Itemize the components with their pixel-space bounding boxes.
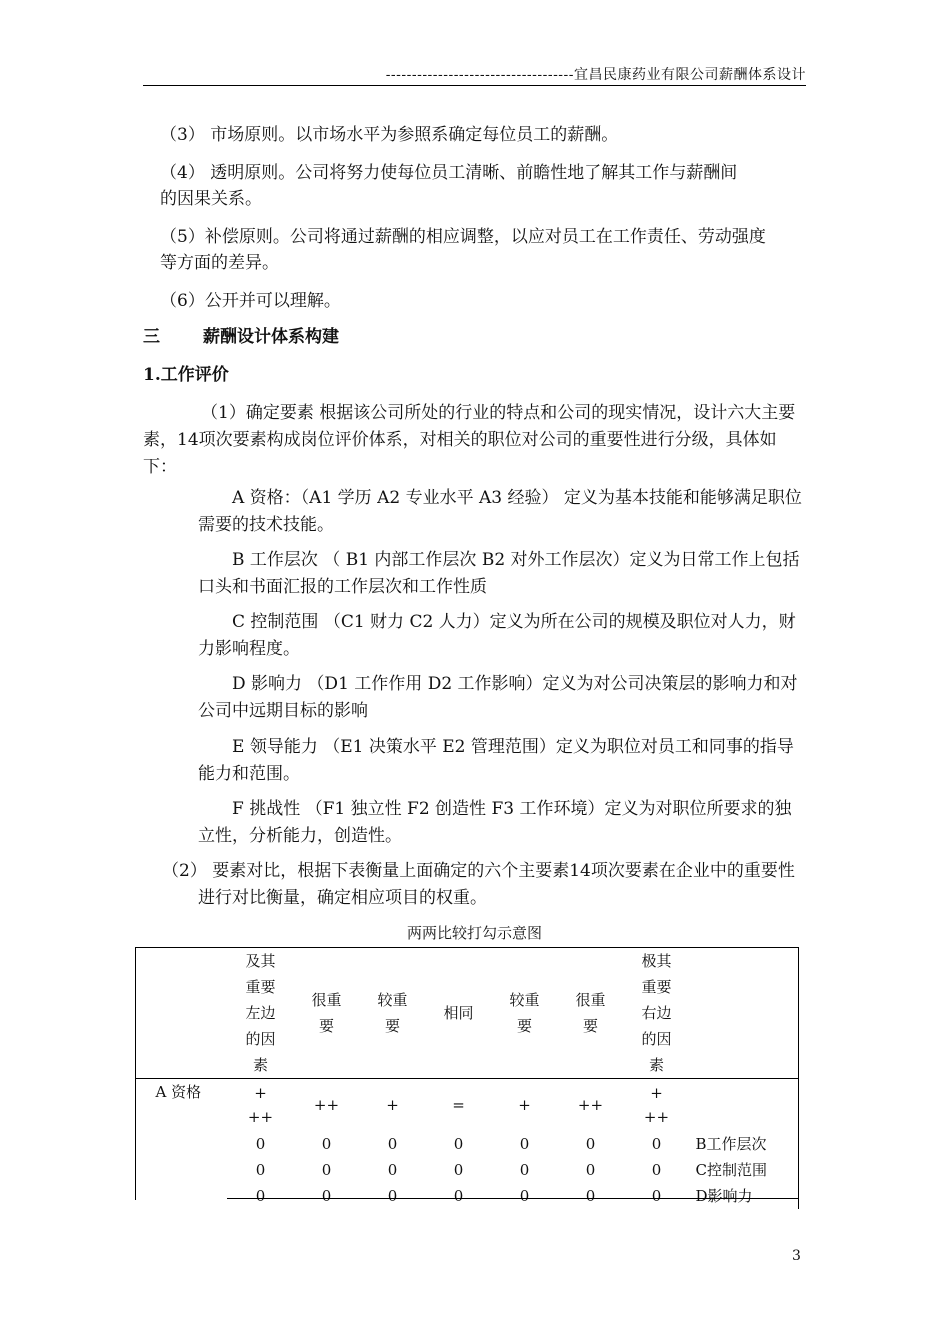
value-cell: 0	[585, 1187, 596, 1205]
value-cell: 0	[585, 1135, 596, 1153]
factor-f: F 挑战性 （F1 独立性 F2 创造性 F3 工作环境）定义为对职位所要求的独立性，分析能力，创造性。	[198, 799, 792, 846]
principle-6: （6）公开并可以理解。	[160, 291, 341, 311]
table-left-border	[135, 1073, 136, 1200]
symbol-empty-cell	[690, 1079, 799, 1132]
row-empty-cell	[136, 1183, 228, 1209]
section-number: 三	[143, 327, 160, 347]
value-cell: 0	[651, 1187, 662, 1205]
header-cell: 较重要	[492, 948, 558, 1079]
symbol-cell: + ++	[643, 1084, 670, 1126]
subsection-heading: 1.工作评价	[143, 365, 229, 385]
header-empty-cell	[136, 948, 228, 1079]
symbol-row	[136, 1079, 799, 1132]
header-empty-cell	[690, 948, 799, 1079]
value-cell: 0	[585, 1161, 596, 1179]
factor-e: E 领导能力 （E1 决策水平 E2 管理范围）定义为职位对员工和同事的指导能力和范围。	[198, 737, 794, 784]
table-bottom-border	[227, 1198, 798, 1199]
value-cell: 0	[453, 1187, 464, 1205]
page-header: ------------------------------------宜昌民康药业有限公司薪酬体系设计	[385, 67, 806, 83]
factor-a: A 资格：（A1 学历 A2 专业水平 A3 经验） 定义为基本技能和能够满足职位需要的技术技能。	[198, 488, 802, 535]
factor-b: B 工作层次 （ B1 内部工作层次 B2 对外工作层次）定义为日常工作上包括口头和书面汇报的工作层次和工作性质	[198, 550, 800, 597]
value-cell: 0	[519, 1161, 530, 1179]
principle-3: （3） 市场原则。以市场水平为参照系确定每位员工的薪酬。	[160, 125, 619, 145]
principle-4-line2: 的因果关系。	[160, 189, 262, 209]
symbol-cell: =	[452, 1096, 465, 1114]
factor-c: C 控制范围 （C1 财力 C2 人力）定义为所在公司的规模及职位对人力，财力影响程度。	[198, 612, 796, 659]
table-caption: 两两比较打勾示意图	[406, 924, 542, 942]
value-cell: 0	[321, 1161, 332, 1179]
symbol-cell: ++	[577, 1096, 604, 1114]
header-rule	[143, 85, 806, 86]
step2-paragraph: （2） 要素对比，根据下表衡量上面确定的六个主要素14项次要素在企业中的重要性进行对比衡量，确定相应项目的权重。	[162, 861, 795, 908]
value-cell: 0	[453, 1161, 464, 1179]
right-factor: C控制范围	[690, 1157, 799, 1183]
value-cell: 0	[651, 1135, 662, 1153]
principle-5-line2: 等方面的差异。	[160, 253, 279, 273]
value-cell: 0	[387, 1135, 398, 1153]
principle-4-line1: （4） 透明原则。公司将努力使每位员工清晰、前瞻性地了解其工作与薪酬间	[160, 163, 738, 183]
symbol-cell: + ++	[247, 1084, 274, 1126]
header-cell: 很重要	[558, 948, 624, 1079]
header-cell: 较重要	[360, 948, 426, 1079]
left-factor: A 资格	[155, 1083, 202, 1101]
symbol-cell: +	[518, 1096, 531, 1114]
value-cell: 0	[387, 1161, 398, 1179]
factor-d: D 影响力 （D1 工作作用 D2 工作影响）定义为对公司决策层的影响力和对公司中远期目标的影响	[198, 674, 798, 721]
value-cell: 0	[453, 1135, 464, 1153]
row-empty-cell	[136, 1157, 228, 1183]
row-empty-cell	[136, 1131, 228, 1157]
pairwise-comparison-table	[135, 947, 799, 1209]
symbol-cell: +	[386, 1096, 399, 1114]
table-header-row	[136, 948, 799, 1079]
header-cell: 相同	[426, 948, 492, 1079]
section-title: 薪酬设计体系构建	[203, 327, 339, 347]
header-cell: 很重要	[294, 948, 360, 1079]
value-cell: 0	[651, 1161, 662, 1179]
header-cell: 极其重要右边的因素	[624, 948, 690, 1079]
principle-5-line1: （5）补偿原则。公司将通过薪酬的相应调整，以应对员工在工作责任、劳动强度	[160, 227, 766, 247]
table-row	[136, 1157, 799, 1183]
value-cell: 0	[321, 1135, 332, 1153]
table-row	[136, 1131, 799, 1157]
value-cell: 0	[255, 1161, 266, 1179]
right-factor: D影响力	[690, 1183, 799, 1209]
step1-paragraph: （1）确定要素 根据该公司所处的行业的特点和公司的现实情况，设计六大主要素，14项次要素构成岗位评价体系，对相关的职位对公司的重要性进行分级，具体如下：	[143, 403, 796, 477]
right-factor: B工作层次	[690, 1131, 799, 1157]
value-cell: 0	[321, 1187, 332, 1205]
value-cell: 0	[519, 1187, 530, 1205]
section-heading	[143, 324, 808, 351]
page-number: 3	[792, 1248, 801, 1264]
value-cell: 0	[519, 1135, 530, 1153]
value-cell: 0	[387, 1187, 398, 1205]
value-cell: 0	[255, 1135, 266, 1153]
header-cell: 及其重要左边的因素	[228, 948, 294, 1079]
symbol-cell: ++	[313, 1096, 340, 1114]
value-cell: 0	[255, 1187, 266, 1205]
table-row	[136, 1183, 799, 1209]
